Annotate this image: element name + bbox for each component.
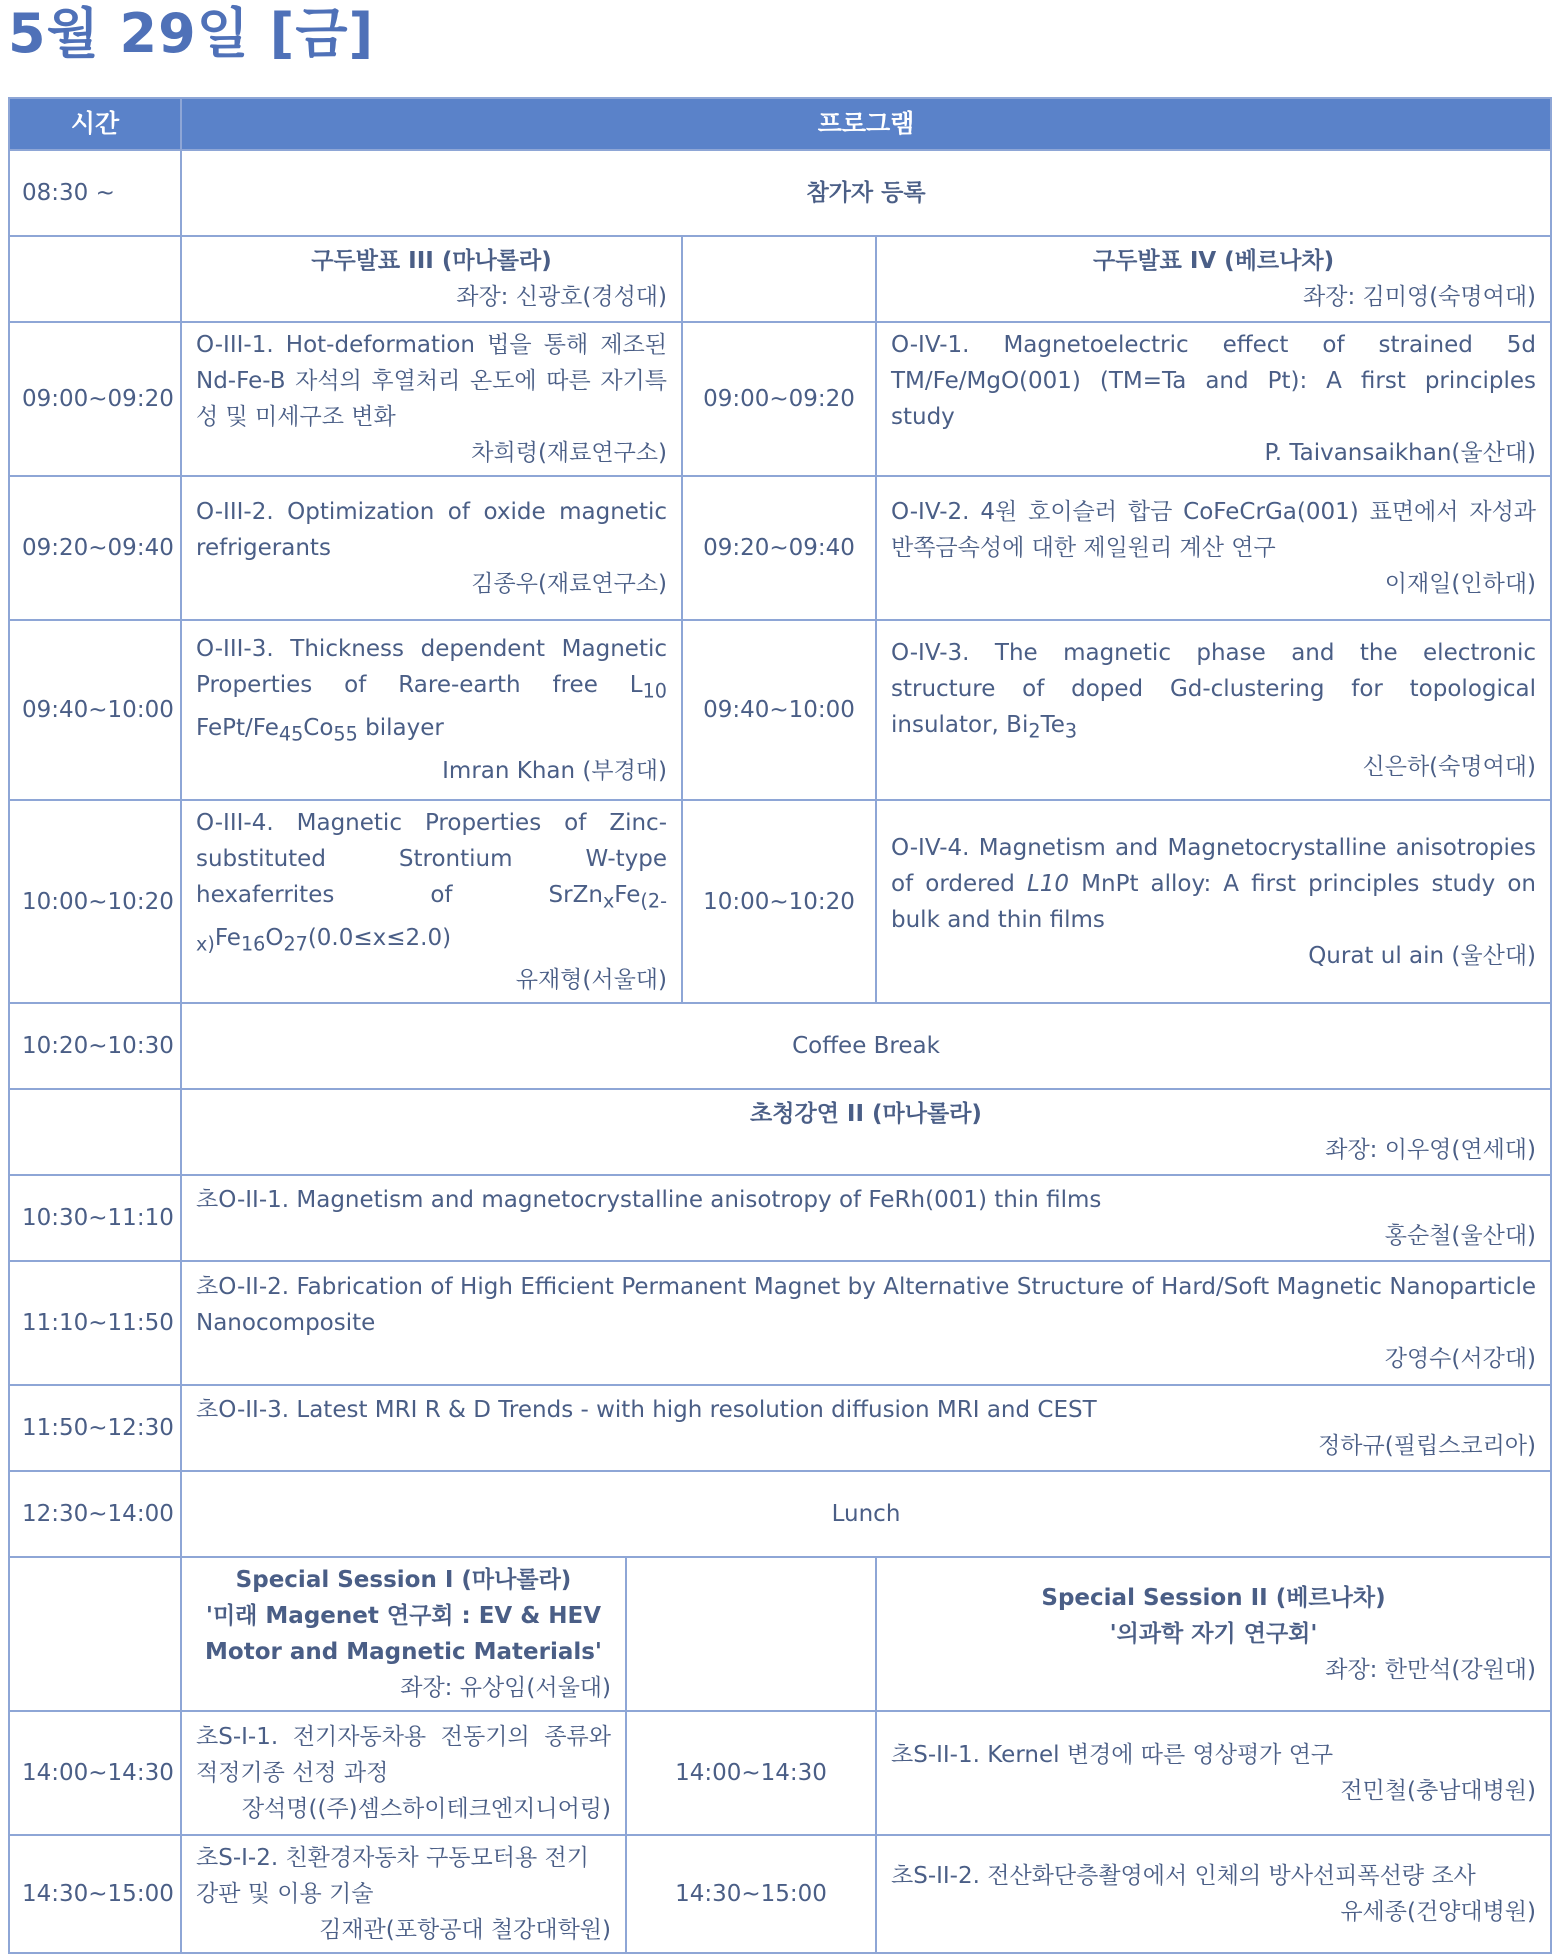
time-cell-empty bbox=[9, 1557, 181, 1711]
talk-author: 강영수(서강대) bbox=[1384, 1346, 1537, 1373]
talk-cell bbox=[181, 1711, 626, 1835]
talk-author: P. Taivansaikhan(울산대) bbox=[1264, 440, 1537, 466]
talk-text: O bbox=[265, 924, 284, 951]
time-cell: 14:00~14:30 bbox=[9, 1711, 181, 1835]
talk-title bbox=[196, 327, 667, 435]
talk-code: O-IV-4. bbox=[891, 834, 970, 861]
talk-author: Qurat ul ain (울산대) bbox=[1308, 942, 1537, 969]
talk-author: 차희령(재료연구소) bbox=[471, 440, 667, 466]
talk-text: Magnetoelectric effect of strained 5d TM/Fe/MgO(001) (TM=Ta and Pt): A first principles study bbox=[891, 332, 1537, 430]
time-cell: 09:40~10:00 bbox=[9, 620, 181, 800]
talk-code: O-III-4. bbox=[196, 810, 274, 836]
session-title: 초청강연 II (마나롤라) bbox=[750, 1101, 982, 1128]
oral-row bbox=[9, 620, 1551, 800]
invited-header bbox=[181, 1089, 1551, 1175]
subscript: 16 bbox=[240, 932, 266, 956]
talk-text: MnPt alloy: A first principles study on bulk and thin films bbox=[891, 870, 1537, 933]
talk-cell bbox=[876, 800, 1551, 1003]
talk-author: 김종우(재료연구소) bbox=[471, 571, 667, 597]
talk-title bbox=[196, 1840, 611, 1912]
talk-cell bbox=[181, 1261, 1551, 1385]
time-cell: 09:20~09:40 bbox=[9, 476, 181, 620]
special-session-header-row bbox=[9, 1557, 1551, 1711]
oral-left-header bbox=[181, 236, 682, 322]
time-cell: 11:10~11:50 bbox=[9, 1261, 181, 1385]
talk-code: O-IV-3. bbox=[891, 639, 970, 666]
talk-code: 초S-II-1. bbox=[891, 1742, 980, 1769]
session-chair: 좌장: 김미영(숙명여대) bbox=[1303, 284, 1537, 310]
session-chair: 좌장: 신광호(경성대) bbox=[456, 284, 667, 310]
subscript: x bbox=[602, 889, 615, 913]
talk-text: Te bbox=[1040, 711, 1065, 738]
talk-cell bbox=[876, 1835, 1551, 1953]
talk-cell bbox=[876, 620, 1551, 800]
talk-cell bbox=[876, 322, 1551, 476]
session-subtitle: '의과학 자기 연구회' bbox=[1109, 1621, 1318, 1648]
talk-title bbox=[891, 635, 1536, 750]
talk-title bbox=[196, 1269, 1536, 1341]
talk-code: O-III-3. bbox=[196, 636, 274, 663]
talk-code: O-III-1. bbox=[196, 332, 274, 358]
coffee-break-row bbox=[9, 1003, 1551, 1089]
talk-text: Hot-deformation 법을 통해 제조된 Nd-Fe-B 자석의 후열처리 온도에 따른 자기특성 및 미세구조 변화 bbox=[196, 332, 667, 430]
talk-cell bbox=[876, 476, 1551, 620]
talk-title bbox=[891, 830, 1536, 938]
session-chair: 좌장: 이우영(연세대) bbox=[1325, 1137, 1537, 1164]
invited-row bbox=[9, 1175, 1551, 1261]
session-title: 구두발표 III (마나롤라) bbox=[311, 248, 552, 274]
time-cell: 14:30~15:00 bbox=[626, 1835, 876, 1953]
talk-text: Optimization of oxide magnetic refrigerants bbox=[196, 499, 667, 561]
subscript: 45 bbox=[278, 722, 304, 746]
session-subtitle: '미래 Magenet 연구회 : EV & HEV Motor and Magnetic Materials' bbox=[205, 1603, 602, 1666]
talk-text: Magnetic Properties of Zinc-substituted Strontium W-type hexaferrites of SrZn bbox=[196, 810, 668, 908]
special-row bbox=[9, 1711, 1551, 1835]
talk-text: Magnetism and magnetocrystalline anisotropy of FeRh(001) thin films bbox=[296, 1187, 1102, 1214]
talk-cell bbox=[181, 1175, 1551, 1261]
talk-code: 초O-II-2. bbox=[196, 1274, 290, 1301]
coffee-break-label: Coffee Break bbox=[181, 1003, 1551, 1089]
time-cell: 10:00~10:20 bbox=[682, 800, 876, 1003]
time-cell: 09:00~09:20 bbox=[9, 322, 181, 476]
talk-title bbox=[196, 1719, 611, 1791]
talk-title bbox=[891, 494, 1536, 566]
invited-row bbox=[9, 1261, 1551, 1385]
time-cell: 10:20~10:30 bbox=[9, 1003, 181, 1089]
time-cell: 12:30~14:00 bbox=[9, 1471, 181, 1557]
talk-text: FePt/Fe bbox=[196, 715, 279, 741]
talk-title bbox=[196, 805, 667, 962]
registration-label: 참가자 등록 bbox=[181, 150, 1551, 236]
talk-title bbox=[196, 631, 667, 752]
talk-text: The magnetic phase and the electronic structure of doped Gd-clustering for topological insulator, Bi bbox=[891, 639, 1537, 738]
talk-author: 유재형(서울대) bbox=[515, 967, 667, 994]
talk-text: Latest MRI R & D Trends - with high resolution diffusion MRI and CEST bbox=[296, 1397, 1097, 1424]
time-cell: 09:00~09:20 bbox=[682, 322, 876, 476]
header-row bbox=[9, 98, 1551, 150]
registration-row bbox=[9, 150, 1551, 236]
subscript: 55 bbox=[333, 722, 358, 746]
oral-row bbox=[9, 800, 1551, 1003]
talk-text: Kernel 변경에 따른 영상평가 연구 bbox=[987, 1742, 1334, 1769]
time-header: 시간 bbox=[9, 98, 181, 150]
session-title: Special Session II (베르나차) bbox=[1041, 1585, 1386, 1612]
talk-code: 초O-II-3. bbox=[196, 1397, 290, 1424]
talk-author: 정하규(필립스코리아) bbox=[1318, 1433, 1537, 1460]
program-header: 프로그램 bbox=[181, 98, 1551, 150]
oral-right-header bbox=[876, 236, 1551, 322]
talk-cell bbox=[181, 1835, 626, 1953]
talk-code: 초S-I-2. bbox=[196, 1845, 279, 1872]
time-cell: 08:30 ~ bbox=[9, 150, 181, 236]
time-cell: 14:00~14:30 bbox=[626, 1711, 876, 1835]
time-cell: 11:50~12:30 bbox=[9, 1385, 181, 1471]
talk-title bbox=[196, 494, 667, 566]
talk-cell bbox=[181, 322, 682, 476]
program-table bbox=[8, 97, 1552, 1954]
time-cell: 09:40~10:00 bbox=[682, 620, 876, 800]
subscript: 27 bbox=[283, 932, 308, 956]
talk-text: 4원 호이슬러 합금 CoFeCrGa(001) 표면에서 자성과 반쪽금속성에 대한 제일원리 계산 연구 bbox=[891, 499, 1537, 561]
oral-session-header-row bbox=[9, 236, 1551, 322]
talk-author: 유세종(건양대병원) bbox=[1340, 1899, 1537, 1926]
talk-text: 전산화단층촬영에서 인체의 방사선피폭선량 조사 bbox=[987, 1863, 1476, 1890]
session-chair: 좌장: 유상임(서울대) bbox=[400, 1675, 611, 1702]
talk-text-italic: L10 bbox=[1026, 870, 1070, 897]
talk-title bbox=[891, 1858, 1536, 1894]
talk-title bbox=[891, 327, 1536, 435]
special-left-header bbox=[181, 1557, 626, 1711]
oral-row bbox=[9, 476, 1551, 620]
talk-author: 장석명((주)셈스하이테크엔지니어링) bbox=[241, 1796, 611, 1823]
talk-cell bbox=[181, 476, 682, 620]
talk-text: Co bbox=[303, 715, 334, 741]
lunch-row bbox=[9, 1471, 1551, 1557]
talk-text: 전기자동차용 전동기의 종류와 적정기종 선정 과정 bbox=[196, 1724, 611, 1787]
talk-code: 초O-II-1. bbox=[196, 1187, 290, 1214]
time-cell-empty bbox=[9, 236, 181, 322]
talk-text: (0.0≤x≤2.0) bbox=[307, 924, 452, 951]
talk-code: O-IV-1. bbox=[891, 332, 970, 358]
talk-author: 이재일(인하대) bbox=[1384, 571, 1537, 597]
talk-text: Magnetism and Magnetocrystalline anisotropies of ordered bbox=[891, 834, 1537, 897]
time-cell-empty bbox=[682, 236, 876, 322]
special-row bbox=[9, 1835, 1551, 1953]
oral-row bbox=[9, 322, 1551, 476]
talk-text: 친환경자동차 구동모터용 전기강판 및 이용 기술 bbox=[196, 1845, 589, 1908]
subscript: 2 bbox=[1028, 719, 1041, 743]
session-title: Special Session I (마나롤라) bbox=[235, 1567, 572, 1594]
talk-author: 홍순철(울산대) bbox=[1384, 1223, 1537, 1250]
time-cell: 10:30~11:10 bbox=[9, 1175, 181, 1261]
subscript: 10 bbox=[642, 680, 667, 703]
talk-author: 전민철(충남대병원) bbox=[1340, 1778, 1537, 1805]
talk-text: Thickness dependent Magnetic Properties of Rare-earth free L bbox=[196, 636, 668, 699]
talk-text: Fe bbox=[214, 924, 241, 951]
talk-cell bbox=[181, 620, 682, 800]
talk-text: Fabrication of High Efficient Permanent Magnet by Alternative Structure of Hard/Soft Magnetic Nanoparticle Nanocomposite bbox=[196, 1274, 1537, 1337]
talk-title bbox=[196, 1392, 1536, 1428]
talk-cell bbox=[876, 1711, 1551, 1835]
talk-text: Fe bbox=[614, 882, 641, 908]
talk-author: 신은하(숙명여대) bbox=[1362, 754, 1537, 781]
talk-code: O-III-2. bbox=[196, 499, 274, 525]
talk-cell bbox=[181, 800, 682, 1003]
page-title: 5월 29일 [금] bbox=[8, 2, 375, 65]
time-cell-empty bbox=[626, 1557, 876, 1711]
time-cell-empty bbox=[9, 1089, 181, 1175]
time-cell: 10:00~10:20 bbox=[9, 800, 181, 1003]
talk-author: 김재관(포항공대 철강대학원) bbox=[319, 1917, 611, 1944]
talk-title bbox=[196, 1182, 1536, 1218]
talk-code: O-IV-2. bbox=[891, 499, 970, 525]
invited-row bbox=[9, 1385, 1551, 1471]
time-cell: 14:30~15:00 bbox=[9, 1835, 181, 1953]
talk-text: bilayer bbox=[357, 715, 444, 741]
talk-code: 초S-II-2. bbox=[891, 1863, 980, 1890]
talk-code: 초S-I-1. bbox=[196, 1724, 279, 1751]
subscript: 3 bbox=[1064, 719, 1078, 743]
time-cell: 09:20~09:40 bbox=[682, 476, 876, 620]
lunch-label: Lunch bbox=[181, 1471, 1551, 1557]
session-title: 구두발표 IV (베르나차) bbox=[1092, 248, 1335, 274]
talk-author: Imran Khan (부경대) bbox=[442, 757, 667, 784]
talk-cell bbox=[181, 1385, 1551, 1471]
subscript: (2-x) bbox=[196, 889, 667, 956]
invited-header-row bbox=[9, 1089, 1551, 1175]
special-right-header bbox=[876, 1557, 1551, 1711]
session-chair: 좌장: 한만석(강원대) bbox=[1325, 1657, 1537, 1684]
talk-title bbox=[891, 1737, 1536, 1773]
